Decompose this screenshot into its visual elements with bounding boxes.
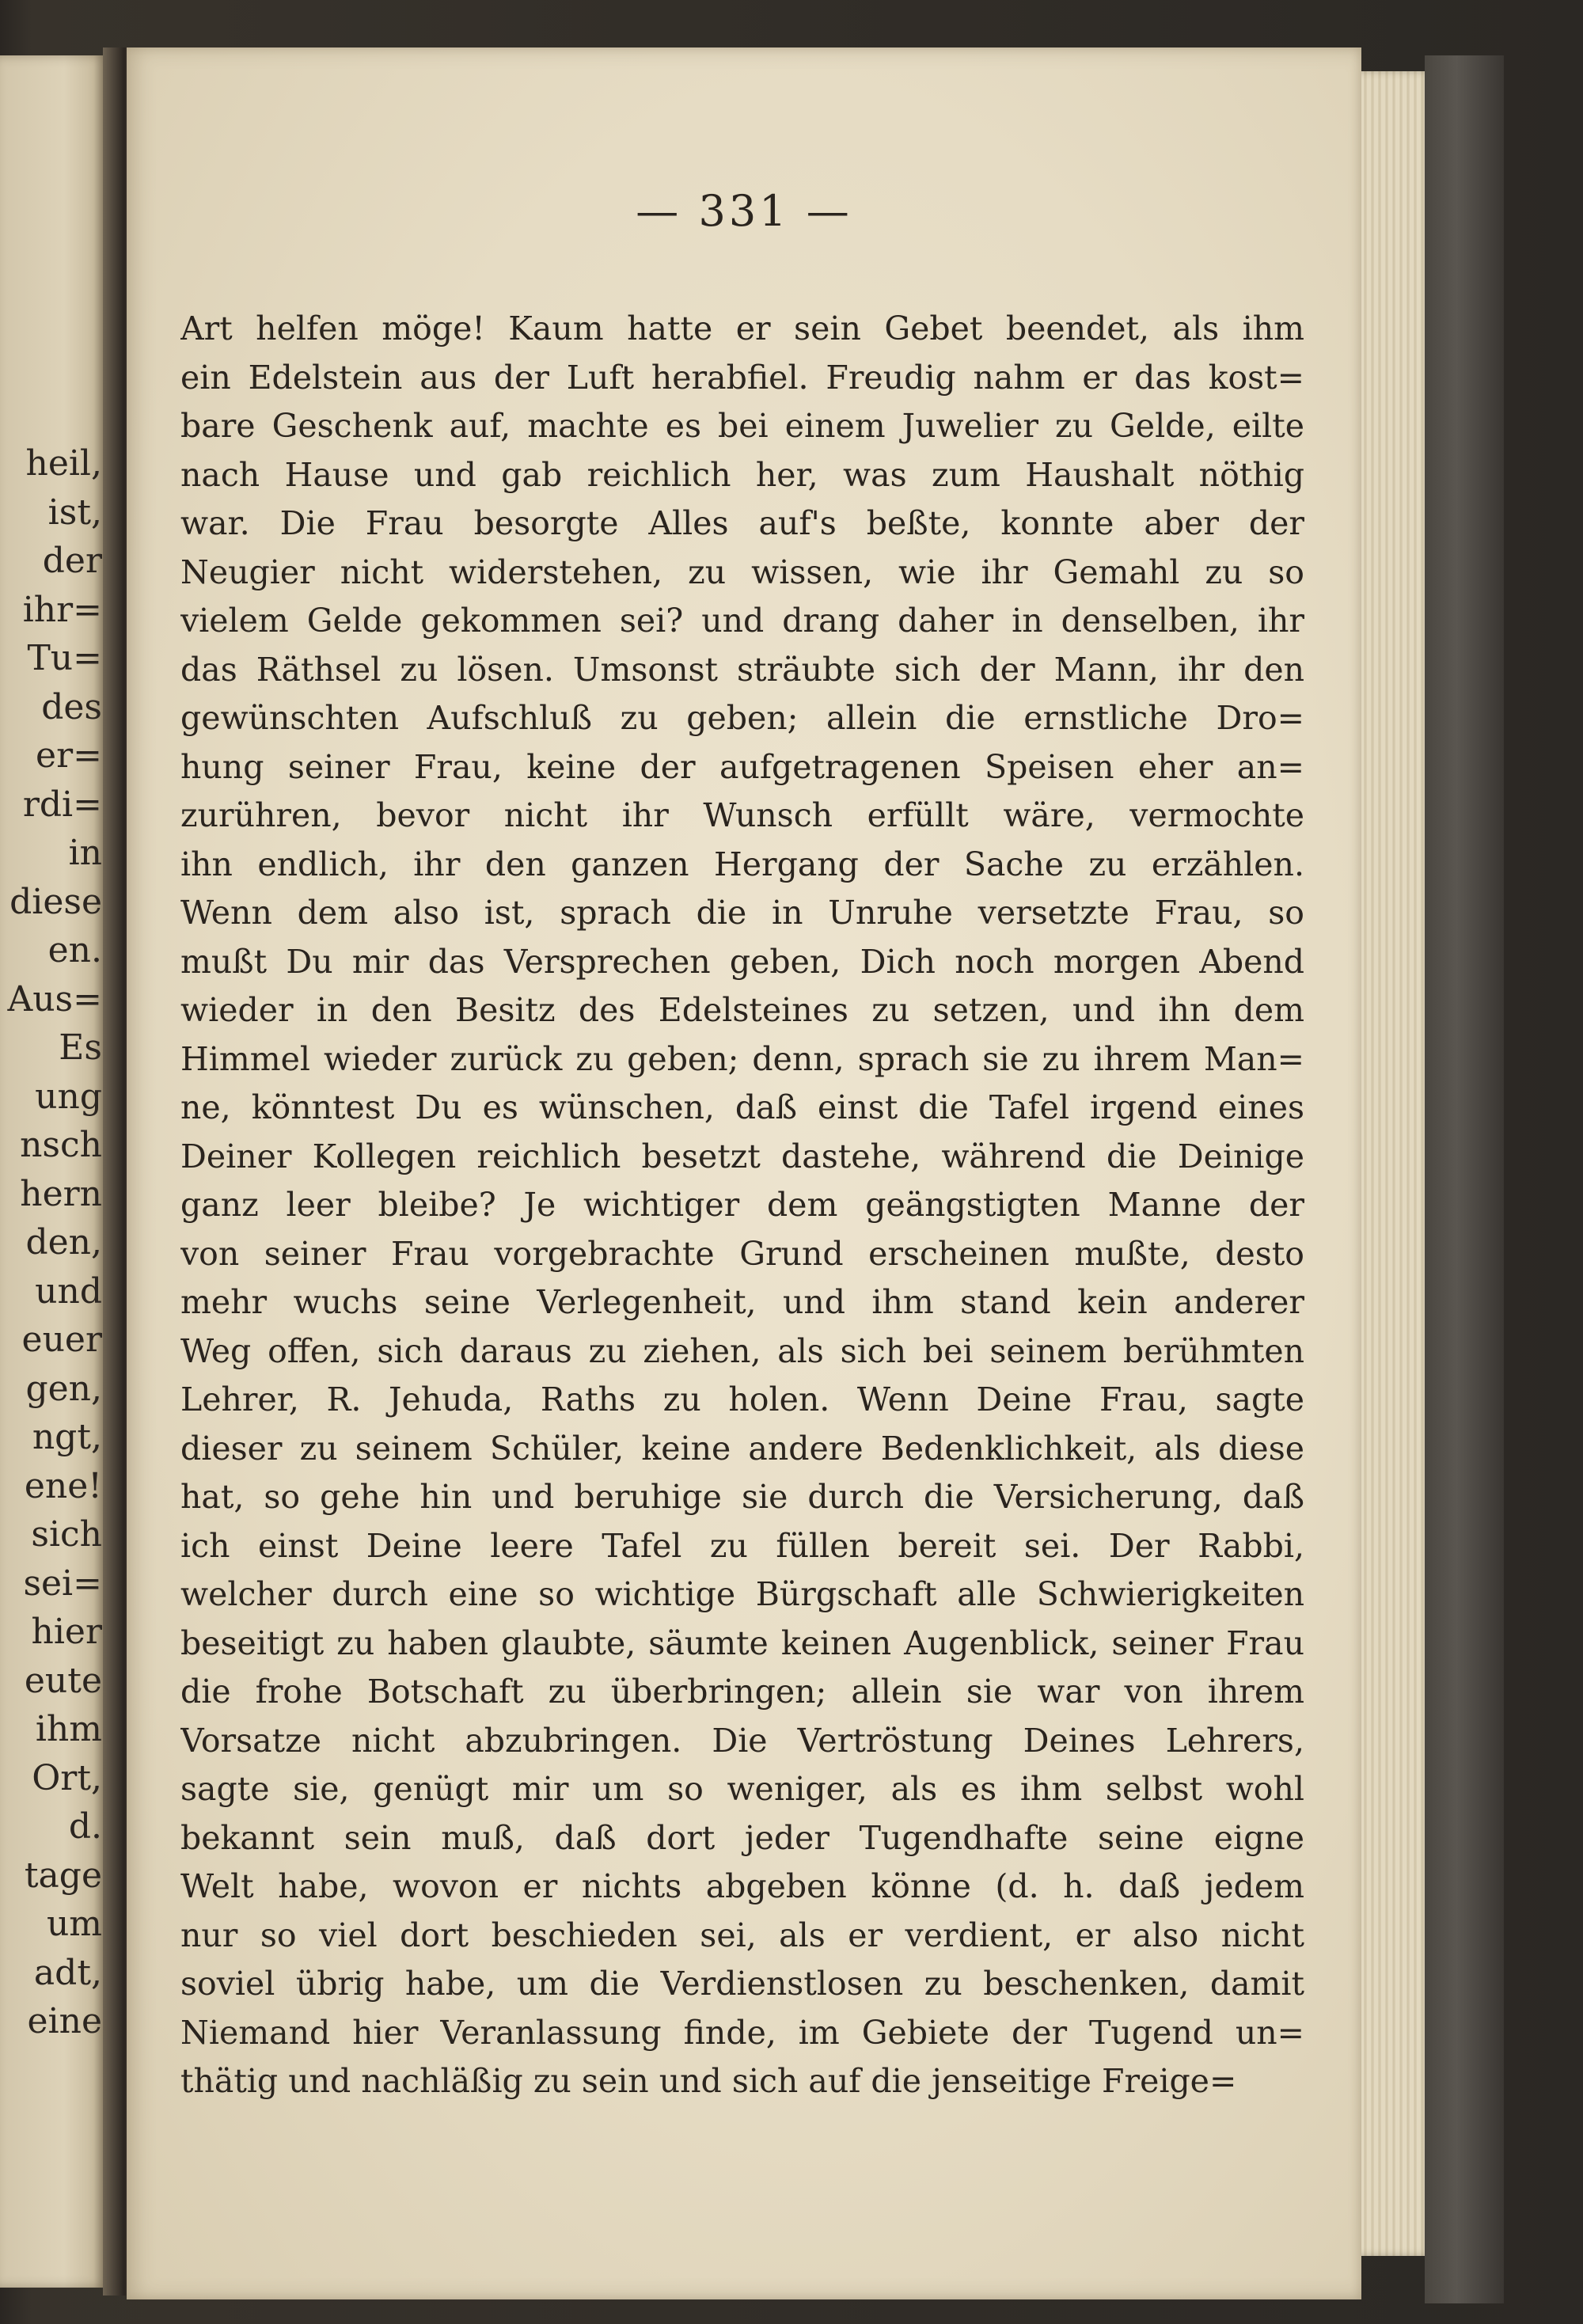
text-line: thätig und nachläßig zu sein und sich auf die jenseitige Freige= bbox=[180, 2062, 1237, 2100]
text-line: ich einst Deine leere Tafel zu füllen bereit sei. Der Rabbi, bbox=[180, 1527, 1304, 1565]
left-line-ending: euer bbox=[21, 1320, 102, 1360]
text-line: von seiner Frau vorgebrachte Grund erscheinen mußte, desto bbox=[180, 1235, 1304, 1273]
text-line: wieder in den Besitz des Edelsteines zu setzen, und ihn dem bbox=[180, 991, 1304, 1029]
left-line-ending: sich bbox=[31, 1514, 102, 1555]
text-line: sagte sie, genügt mir um so weniger, als es ihm selbst wohl bbox=[180, 1770, 1304, 1808]
text-line: das Räthsel zu lösen. Umsonst sträubte sich der Mann, ihr den bbox=[180, 651, 1304, 689]
left-line-ending: Ort, bbox=[32, 1758, 102, 1798]
text-line: soviel übrig habe, um die Verdienstlosen zu beschenken, damit bbox=[180, 1965, 1304, 2003]
left-line-ending: Tu= bbox=[27, 638, 102, 678]
text-line: hung seiner Frau, keine der aufgetragenen Speisen eher an= bbox=[180, 748, 1304, 786]
text-line: mehr wuchs seine Verlegenheit, und ihm stand kein anderer bbox=[180, 1283, 1304, 1321]
text-line: bekannt sein muß, daß dort jeder Tugendhafte seine eigne bbox=[180, 1819, 1304, 1857]
left-line-ending: nsch bbox=[20, 1125, 102, 1165]
text-line: die frohe Botschaft zu überbringen; allein sie war von ihrem bbox=[180, 1673, 1304, 1711]
text-line: Weg offen, sich daraus zu ziehen, als sich bei seinem berühmten bbox=[180, 1332, 1304, 1370]
left-line-ending: ist, bbox=[47, 492, 102, 533]
text-line: ganz leer bleibe? Je wichtiger dem geängstigten Manne der bbox=[180, 1186, 1304, 1224]
left-line-ending: heil, bbox=[25, 443, 102, 484]
text-line: zurühren, bevor nicht ihr Wunsch erfüllt wäre, vermochte bbox=[180, 796, 1304, 834]
left-line-ending: rdi= bbox=[22, 784, 102, 825]
left-line-ending: en. bbox=[47, 930, 102, 970]
text-line: gewünschten Aufschluß zu geben; allein die ernstliche Dro= bbox=[180, 699, 1304, 737]
left-line-ending: ngt, bbox=[32, 1417, 102, 1457]
text-line: mußt Du mir das Versprechen geben, Dich noch morgen Abend bbox=[180, 943, 1304, 981]
left-line-ending: Es bbox=[59, 1027, 102, 1068]
left-line-ending: gen, bbox=[25, 1369, 102, 1409]
main-page bbox=[127, 47, 1361, 2299]
text-line: Deiner Kollegen reichlich besetzt dastehe, während die Deinige bbox=[180, 1137, 1304, 1175]
left-line-ending: den, bbox=[25, 1222, 102, 1263]
left-line-ending: adt, bbox=[33, 1953, 102, 1993]
text-line: beseitigt zu haben glaubte, säumte keinen Augenblick, seiner Frau bbox=[180, 1624, 1304, 1662]
left-line-ending: sei= bbox=[23, 1563, 102, 1604]
left-line-ending: ung bbox=[35, 1077, 102, 1117]
book-cover-edge bbox=[1425, 55, 1504, 2303]
left-line-ending: Aus= bbox=[7, 979, 102, 1020]
left-line-ending: ihm bbox=[35, 1709, 102, 1749]
text-line: bare Geschenk auf, machte es bei einem Juwelier zu Gelde, eilte bbox=[180, 407, 1304, 445]
left-line-ending: hier bbox=[31, 1612, 102, 1652]
text-line: ein Edelstein aus der Luft herabfiel. Freudig nahm er das kost= bbox=[180, 359, 1304, 397]
text-line: war. Die Frau besorgte Alles auf's beßte, konnte aber der bbox=[180, 504, 1304, 542]
left-line-ending: diese bbox=[9, 882, 102, 922]
left-line-ending: hern bbox=[20, 1174, 102, 1214]
left-facing-page bbox=[0, 55, 107, 2288]
left-line-ending: d. bbox=[68, 1806, 102, 1847]
text-line: Niemand hier Veranlassung finde, im Gebiete der Tugend un= bbox=[180, 2014, 1304, 2052]
left-line-ending: eine bbox=[27, 2001, 102, 2041]
left-line-ending: des bbox=[41, 687, 102, 727]
text-line: nur so viel dort beschieden sei, als er verdient, er also nicht bbox=[180, 1916, 1304, 1954]
text-line: hat, so gehe hin und beruhige sie durch die Versicherung, daß bbox=[180, 1478, 1304, 1516]
text-line: Neugier nicht widerstehen, zu wissen, wie ihr Gemahl zu so bbox=[180, 553, 1304, 591]
text-line: vielem Gelde gekommen sei? und drang daher in denselben, ihr bbox=[180, 602, 1304, 640]
text-line: Art helfen möge! Kaum hatte er sein Gebet beendet, als ihm bbox=[180, 309, 1304, 347]
text-line: ne, könntest Du es wünschen, daß einst die Tafel irgend eines bbox=[180, 1088, 1304, 1126]
text-line: Lehrer, R. Jehuda, Raths zu holen. Wenn Deine Frau, sagte bbox=[180, 1380, 1304, 1418]
left-line-ending: der bbox=[42, 541, 102, 581]
left-line-ending: und bbox=[35, 1271, 102, 1312]
text-line: Wenn dem also ist, sprach die in Unruhe versetzte Frau, so bbox=[180, 894, 1304, 932]
left-line-ending: tage bbox=[24, 1855, 102, 1896]
text-line: ihn endlich, ihr den ganzen Hergang der Sache zu erzählen. bbox=[180, 845, 1304, 883]
left-line-ending: ihr= bbox=[22, 590, 102, 630]
text-line: Himmel wieder zurück zu geben; denn, sprach sie zu ihrem Man= bbox=[180, 1040, 1304, 1078]
left-line-ending: in bbox=[68, 833, 102, 873]
text-line: dieser zu seinem Schüler, keine andere Bedenklichkeit, als diese bbox=[180, 1430, 1304, 1468]
left-line-ending: um bbox=[46, 1904, 102, 1944]
text-line: Vorsatze nicht abzubringen. Die Vertröstung Deines Lehrers, bbox=[180, 1722, 1304, 1760]
text-line: welcher durch eine so wichtige Bürgschaft alle Schwierigkeiten bbox=[180, 1575, 1304, 1613]
text-line: nach Hause und gab reichlich her, was zum Haushalt nöthig bbox=[180, 456, 1304, 494]
left-line-ending: ene! bbox=[24, 1466, 102, 1506]
page-number: — 331 — bbox=[636, 186, 852, 236]
text-line: Welt habe, wovon er nichts abgeben könne (d. h. daß jedem bbox=[180, 1867, 1304, 1905]
left-line-ending: eute bbox=[24, 1661, 102, 1701]
left-line-ending: er= bbox=[36, 735, 102, 776]
